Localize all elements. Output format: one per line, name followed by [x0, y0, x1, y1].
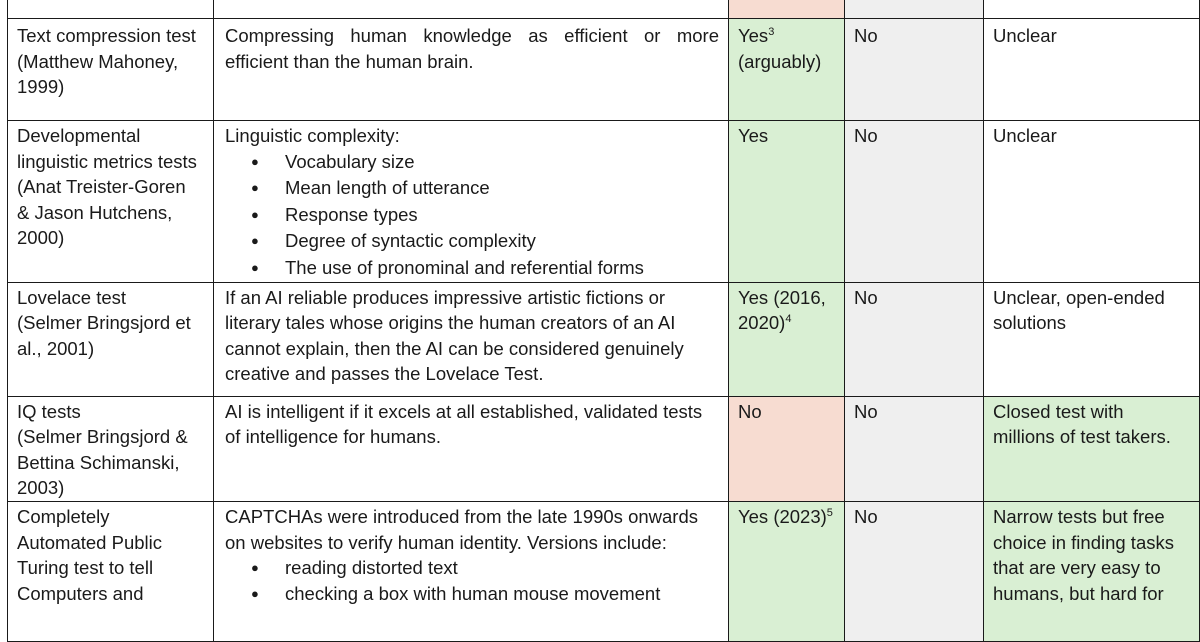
table-row — [8, 0, 1200, 19]
test-name-cell — [8, 0, 214, 19]
col5-cell — [984, 282, 1200, 396]
test-name: Text compression test — [17, 25, 196, 46]
criteria-line: creative and passes the Lovelace Test. — [225, 363, 544, 385]
criteria-list — [223, 555, 719, 606]
test-year: 2000) — [17, 227, 65, 249]
col5-value: Unclear, open-ended — [993, 286, 1165, 308]
passed-value: Yes — [738, 125, 769, 146]
col5-value: Narrow tests but free — [993, 505, 1165, 527]
passed-cell — [729, 19, 845, 121]
passed-note: 2020) — [738, 312, 786, 334]
col5-cell — [984, 501, 1200, 641]
test-name-cont: linguistic metrics tests — [17, 150, 197, 172]
criteria-cell — [214, 396, 729, 501]
passed-cell — [729, 396, 845, 501]
list-item: ● reading distorted text — [223, 555, 719, 581]
criteria-cell — [214, 0, 729, 19]
test-name: Lovelace test — [17, 286, 127, 308]
criteria-line: AI is intelligent if it excels at all established, validated tests — [225, 400, 703, 422]
criteria-line: of intelligence for humans. — [225, 426, 441, 448]
criteria-line: If an AI reliable produces impressive artistic fictions or — [225, 286, 666, 308]
col5-value-cont: choice in finding tasks — [993, 531, 1174, 553]
col5-cell — [984, 19, 1200, 121]
test-name-cell — [8, 501, 214, 641]
criteria-text: Compressing human knowledge as efficient or more efficient than the human brain. — [225, 25, 719, 72]
test-name-cont: Turing test to tell — [17, 557, 154, 579]
col4-cell — [845, 0, 984, 19]
col4-cell — [845, 501, 984, 641]
col5-value-cont: that are very easy to — [993, 557, 1161, 579]
criteria-line: cannot explain, then the AI can be considered genuinely — [225, 337, 684, 359]
criteria-cell — [214, 501, 729, 641]
col5-cell — [984, 121, 1200, 283]
table-row — [8, 501, 1200, 641]
footnote-ref: 5 — [826, 506, 833, 519]
col4-value: No — [854, 286, 878, 308]
test-author: (Selmer Bringsjord & — [17, 426, 188, 448]
test-author: (Selmer Bringsjord et — [17, 312, 191, 334]
criteria-list — [223, 149, 719, 282]
col5-value: Unclear — [993, 125, 1057, 146]
criteria-cell — [214, 121, 729, 283]
test-name-cont: Automated Public — [17, 531, 163, 553]
footnote-ref: 3 — [768, 26, 775, 38]
col4-cell — [845, 396, 984, 501]
col4-value: No — [854, 505, 878, 527]
criteria-line: literary tales whose origins the human creators of an AI — [225, 312, 676, 334]
test-name: Completely — [17, 505, 110, 527]
table-row — [8, 19, 1200, 121]
test-name-cont: Computers and — [17, 582, 144, 604]
test-author-cont: Bettina Schimanski, — [17, 451, 180, 473]
passed-value: Yes (2023) — [738, 505, 827, 527]
col4-cell — [845, 121, 984, 283]
test-name-cell — [8, 396, 214, 501]
col4-value: No — [854, 400, 878, 422]
col4-value: No — [854, 25, 878, 46]
col5-value: Closed test with — [993, 400, 1124, 422]
test-name-cell — [8, 282, 214, 396]
col5-value-cont: millions of test takers. — [993, 426, 1171, 448]
passed-value: Yes (2016, — [738, 286, 826, 308]
criteria-cell — [214, 282, 729, 396]
passed-cell — [729, 121, 845, 283]
criteria-line: on websites to verify human identity. Versions include: — [225, 531, 667, 553]
list-item: ● Vocabulary size — [223, 149, 719, 176]
list-item: ● The use of pronominal and referential forms — [223, 255, 719, 282]
col4-value: No — [854, 125, 878, 146]
col4-cell — [845, 282, 984, 396]
list-item: ● Response types — [223, 202, 719, 229]
test-year: al., 2001) — [17, 337, 95, 359]
col5-value-cont: humans, but hard for — [993, 582, 1164, 604]
passed-cell — [729, 501, 845, 641]
criteria-line: CAPTCHAs were introduced from the late 1990s onwards — [225, 505, 698, 527]
col5-cell — [984, 0, 1200, 19]
ai-tests-table — [7, 0, 1200, 642]
test-year: 1999) — [17, 76, 65, 98]
test-name-cell — [8, 19, 214, 121]
test-year: 2003) — [17, 477, 65, 499]
test-name: Developmental — [17, 125, 141, 146]
col4-cell — [845, 19, 984, 121]
test-author: (Matthew Mahoney, — [17, 50, 179, 72]
list-item: ● Mean length of utterance — [223, 175, 719, 202]
passed-value: No — [738, 400, 762, 422]
passed-note: (arguably) — [738, 50, 822, 72]
table-row — [8, 396, 1200, 501]
list-item: ● checking a box with human mouse movement — [223, 581, 719, 607]
criteria-intro: Linguistic complexity: — [225, 125, 400, 146]
col5-value-cont: solutions — [993, 312, 1067, 334]
col5-cell — [984, 396, 1200, 501]
list-item: ● Degree of syntactic complexity — [223, 228, 719, 255]
passed-value: Yes — [738, 25, 769, 46]
test-author-cont: & Jason Hutchens, — [17, 201, 173, 223]
test-author: (Anat Treister-Goren — [17, 176, 186, 198]
test-name-cell — [8, 121, 214, 283]
test-name: IQ tests — [17, 400, 81, 422]
criteria-cell — [214, 19, 729, 121]
passed-cell — [729, 0, 845, 19]
table-row — [8, 282, 1200, 396]
col5-value: Unclear — [993, 25, 1057, 46]
passed-cell — [729, 282, 845, 396]
footnote-ref: 4 — [785, 313, 792, 326]
table-row — [8, 121, 1200, 283]
